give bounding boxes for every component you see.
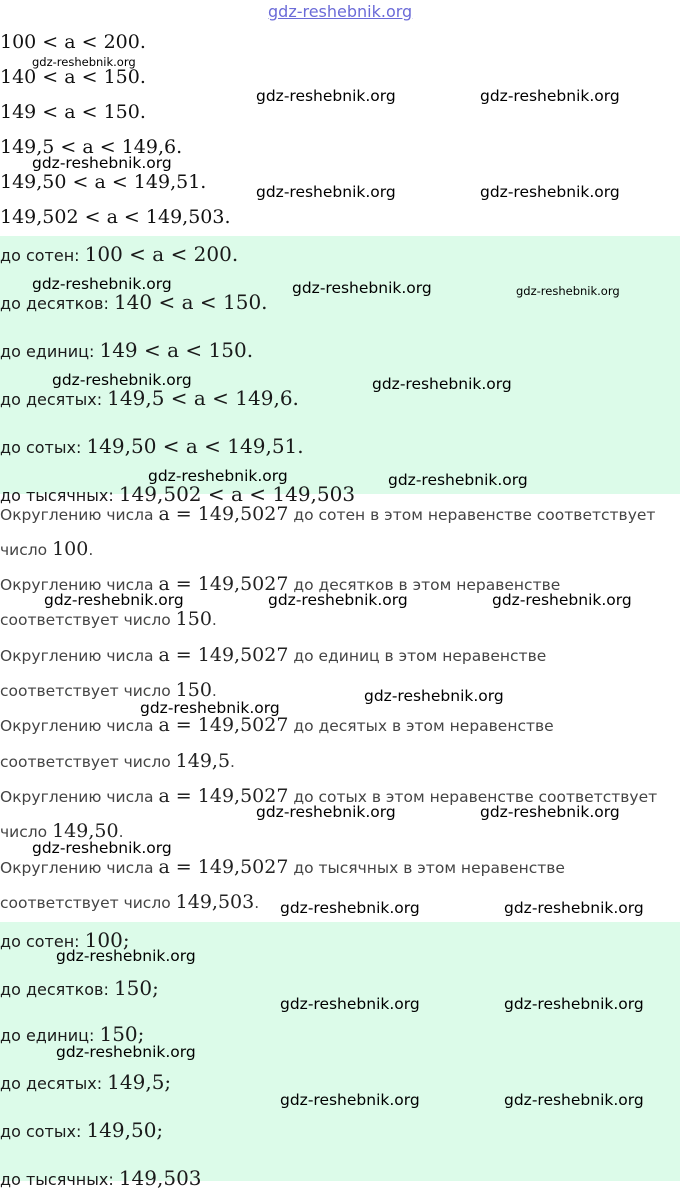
answer-label: до сотен: (0, 932, 80, 951)
place-row (0, 386, 299, 410)
answer-row (0, 1118, 163, 1142)
text: . (254, 894, 260, 912)
explanation-line (0, 714, 680, 736)
place-row (0, 290, 268, 314)
watermark: gdz-reshebnik.org (504, 899, 644, 917)
watermark: gdz-reshebnik.org (388, 471, 528, 489)
text: . (211, 611, 217, 629)
watermark: gdz-reshebnik.org (256, 87, 396, 105)
answer-row (0, 976, 159, 1000)
explanation-line (0, 608, 680, 630)
place-expression: 100 < a < 200. (84, 242, 239, 266)
explanation-line (0, 503, 680, 525)
place-row (0, 434, 304, 458)
answer-label: до тысячных: (0, 1170, 114, 1189)
watermark: gdz-reshebnik.org (492, 591, 632, 609)
watermark: gdz-reshebnik.org (52, 371, 192, 389)
explanation-line (0, 750, 680, 772)
watermark: gdz-reshebnik.org (44, 591, 184, 609)
text: число (0, 541, 53, 559)
answer-row (0, 1070, 171, 1094)
place-label: до единиц: (0, 342, 95, 361)
place-label: до сотых: (0, 438, 82, 457)
place-expression: 149,502 < a < 149,503 (118, 482, 356, 506)
watermark: gdz-reshebnik.org (140, 699, 280, 717)
math: a = 149,5027 (158, 644, 289, 666)
text: Округлению числа (0, 859, 159, 877)
watermark: gdz-reshebnik.org (32, 839, 172, 857)
explanation-line (0, 856, 680, 878)
text: соответствует число (0, 753, 176, 771)
math: a = 149,5027 (158, 785, 289, 807)
place-label: до тысячных: (0, 486, 114, 505)
watermark: gdz-reshebnik.org (280, 1091, 420, 1109)
explanation-line (0, 679, 680, 701)
math: a = 149,5027 (158, 856, 289, 878)
text: . (88, 541, 94, 559)
place-expression: 140 < a < 150. (113, 290, 268, 314)
answer-label: до десятых: (0, 1074, 103, 1093)
watermark: gdz-reshebnik.org (148, 467, 288, 485)
place-expression: 149,5 < a < 149,6. (107, 386, 299, 410)
watermark: gdz-reshebnik.org (256, 803, 396, 821)
answer-value: 149,50; (86, 1118, 164, 1142)
place-expression: 149,50 < a < 149,51. (86, 434, 304, 458)
interval-line: 149,50 < a < 149,51. (0, 171, 207, 193)
watermark: gdz-reshebnik.org (480, 803, 620, 821)
watermark: gdz-reshebnik.org (268, 591, 408, 609)
math: a = 149,5027 (158, 714, 289, 736)
text: до десятых в этом неравенстве (288, 717, 554, 735)
text: Округлению числа (0, 576, 159, 594)
place-expression: 149 < a < 150. (99, 338, 254, 362)
text: . (211, 682, 217, 700)
math: 150 (175, 608, 212, 630)
answer-value: 149,503 (118, 1166, 202, 1190)
text: . (118, 823, 124, 841)
answer-label: до десятков: (0, 980, 109, 999)
answer-label: до единиц: (0, 1026, 95, 1045)
text: до сотен в этом неравенстве соответствует (288, 506, 656, 524)
answer-row (0, 1166, 202, 1190)
text: соответствует число (0, 611, 176, 629)
watermark: gdz-reshebnik.org (280, 995, 420, 1013)
interval-line: 140 < a < 150. (0, 66, 146, 88)
answer-value: 150; (113, 976, 159, 1000)
watermark: gdz-reshebnik.org (504, 1091, 644, 1109)
answer-label: до сотых: (0, 1122, 82, 1141)
place-row (0, 338, 253, 362)
text: Округлению числа (0, 717, 159, 735)
text: до единиц в этом неравенстве (288, 647, 547, 665)
text: число (0, 823, 53, 841)
watermark: gdz-reshebnik.org (32, 275, 172, 293)
watermark: gdz-reshebnik.org (504, 995, 644, 1013)
text: до сотых в этом неравенстве соответствует (288, 788, 658, 806)
text: Округлению числа (0, 506, 159, 524)
text: Округлению числа (0, 647, 159, 665)
place-label: до десятых: (0, 390, 103, 409)
math: 149,50 (52, 820, 119, 842)
explanation-line (0, 644, 680, 666)
watermark: gdz-reshebnik.org (480, 183, 620, 201)
explanation-line (0, 538, 680, 560)
math: 149,503 (175, 891, 255, 913)
interval-line: 149,5 < a < 149,6. (0, 136, 183, 158)
text: соответствует число (0, 682, 176, 700)
watermark: gdz-reshebnik.org (32, 55, 136, 69)
watermark: gdz-reshebnik.org (56, 1043, 196, 1061)
math: 100 (52, 538, 89, 560)
watermark: gdz-reshebnik.org (56, 947, 196, 965)
watermark: gdz-reshebnik.org (372, 375, 512, 393)
interval-line: 149 < a < 150. (0, 101, 146, 123)
math: 150 (175, 679, 212, 701)
answer-value: 150; (99, 1022, 145, 1046)
place-label: до десятков: (0, 294, 109, 313)
watermark: gdz-reshebnik.org (364, 687, 504, 705)
place-label: до сотен: (0, 246, 80, 265)
watermark: gdz-reshebnik.org (480, 87, 620, 105)
watermark: gdz-reshebnik.org (280, 899, 420, 917)
text: . (230, 753, 235, 771)
math: 149,5 (175, 750, 231, 772)
interval-line: 100 < a < 200. (0, 31, 146, 53)
math: a = 149,5027 (158, 503, 289, 525)
watermark: gdz-reshebnik.org (292, 279, 432, 297)
watermark: gdz-reshebnik.org (516, 284, 620, 298)
text: Округлению числа (0, 788, 159, 806)
text: соответствует число (0, 894, 176, 912)
answer-value: 100; (84, 928, 130, 952)
interval-line: 149,502 < a < 149,503. (0, 206, 231, 228)
answer-value: 149,5; (107, 1070, 172, 1094)
watermark: gdz-reshebnik.org (256, 183, 396, 201)
watermark: gdz-reshebnik.org (32, 154, 172, 172)
place-row (0, 242, 238, 266)
text: до десятков в этом неравенстве (288, 576, 561, 594)
text: до тысячных в этом неравенстве (288, 859, 565, 877)
math: a = 149,5027 (158, 573, 289, 595)
watermark-link[interactable]: gdz-reshebnik.org (268, 2, 413, 21)
